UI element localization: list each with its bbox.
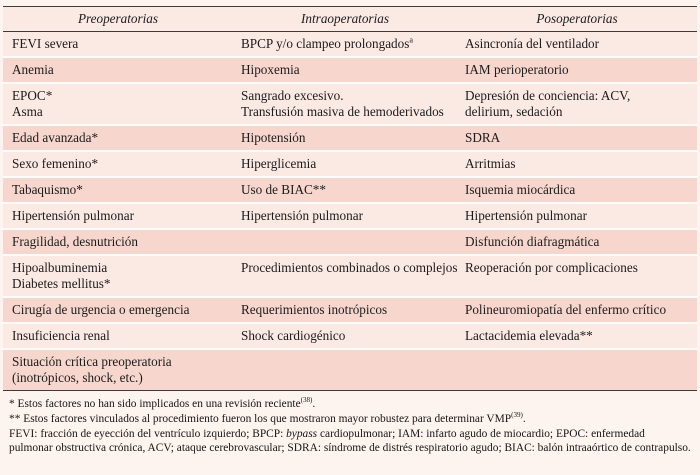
table-cell: Hipotensión <box>241 130 306 145</box>
table-body <box>3 32 697 391</box>
table-cell: Situación crítica preoperatoria (inotrópicos, shock, etc.) <box>12 354 172 385</box>
column-header-posoperatorias: Posoperatorias <box>536 11 618 26</box>
table-cell: IAM perioperatorio <box>465 62 569 77</box>
table-cell: Sangrado excesivo. Transfusión masiva de hemoderivados <box>241 88 444 119</box>
table-cell: Requerimientos inotrópicos <box>241 302 388 317</box>
table-cell: Tabaquismo* <box>12 182 83 197</box>
table-row <box>3 322 697 348</box>
table-cell: Hipertensión pulmonar <box>241 208 363 223</box>
footnotes <box>3 391 697 455</box>
table-cell: Uso de BIAC** <box>241 182 326 197</box>
table-row <box>3 32 697 56</box>
table-cell: Fragilidad, desnutrición <box>12 234 138 249</box>
table-cell: EPOC* Asma <box>12 88 53 119</box>
table-cell: Asincronía del ventilador <box>465 36 600 51</box>
table-cell: Edad avanzada* <box>12 130 99 145</box>
table-row <box>3 82 697 124</box>
table-row <box>3 150 697 176</box>
table-cell: Anemia <box>12 62 54 77</box>
table-header-row <box>3 7 697 32</box>
table-row <box>3 254 697 296</box>
footnote: * Estos factores no han sido implicados en una revisión reciente$^{(38)}$. <box>9 396 316 410</box>
table-cell: Arritmias <box>465 156 516 171</box>
table-cell: Polineuromiopatía del enfermo crítico <box>465 302 667 317</box>
table-cell: BPCP y/o clampeo prolongados$^a$ <box>241 35 414 51</box>
table-row <box>3 228 697 254</box>
table-row <box>3 348 697 390</box>
table-row <box>3 56 697 82</box>
table-cell: Isquemia miocárdica <box>465 182 576 197</box>
table-cell: SDRA <box>465 130 501 145</box>
table-cell: Procedimientos combinados o complejos <box>241 260 458 275</box>
table-cell: FEVI severa <box>12 36 79 51</box>
table-cell: Disfunción diafragmática <box>465 234 600 249</box>
table-cell: Hipoxemia <box>241 62 300 77</box>
table-row <box>3 124 697 150</box>
table-cell: Reoperación por complicaciones <box>465 260 638 275</box>
table-row <box>3 202 697 228</box>
table-cell: Hiperglicemia <box>241 156 317 171</box>
table-row <box>3 176 697 202</box>
table-cell: Hipertensión pulmonar <box>12 208 134 223</box>
table-cell: Sexo femenino* <box>12 156 99 171</box>
table-cell <box>233 350 457 390</box>
table-cell: Shock cardiogénico <box>241 328 346 343</box>
table-cell: Hipoalbuminemia Diabetes mellitus* <box>12 260 111 291</box>
table-cell: Hipertensión pulmonar <box>465 208 587 223</box>
risk-factors-table <box>3 6 697 391</box>
column-header-intraoperatorias: Intraoperatorias <box>301 11 389 26</box>
column-header-preoperatorias: Preoperatorias <box>77 11 159 26</box>
footnote: FEVI: fracción de eyección del ventrículo izquierdo; BPCP: bypass cardiopulmonar; IAM: infarto agudo de miocardio; EPOC: enfermedad pulmonar obstructiva crónica, ACV; ataque cerebrovascular; SDRA: síndrome de distrés respiratorio agudo; BIAC: balón intraaórtico de contrapulso. <box>9 428 691 454</box>
table-row <box>3 296 697 322</box>
table-cell: Depresión de conciencia: ACV, delirium, sedación <box>465 88 631 119</box>
footnote: ** Estos factores vinculados al procedimiento fueron los que mostraron mayor robustez para determinar VMP$^{(39)}$. <box>9 411 526 425</box>
table-cell: Lactacidemia elevada** <box>465 328 593 343</box>
table-cell: Insuficiencia renal <box>12 328 110 343</box>
table-cell <box>233 230 457 254</box>
table-cell: Cirugía de urgencia o emergencia <box>12 302 190 317</box>
table-cell <box>457 350 697 390</box>
